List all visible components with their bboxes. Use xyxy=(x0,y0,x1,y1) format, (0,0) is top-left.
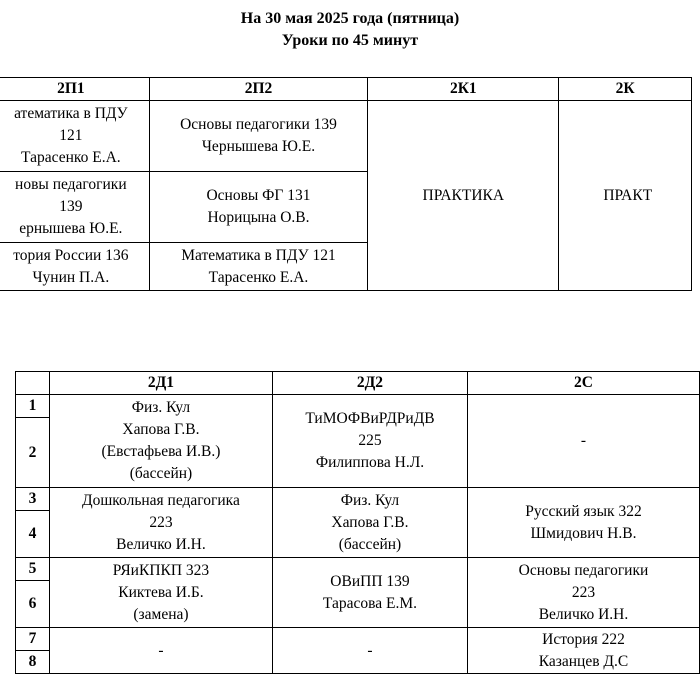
cell-2p1-lesson-1: атематика в ПДУ 121 Тарасенко Е.А. xyxy=(0,101,149,172)
col-header-number xyxy=(16,372,50,395)
cell-2k1-practice: ПРАКТИКА xyxy=(368,101,559,291)
cell-2d2-pair-1: ТиМОФВиРДРиДВ 225 Филиппова Н.Л. xyxy=(272,395,467,488)
lesson-number: 2 xyxy=(16,418,50,488)
schedule-table-top xyxy=(0,77,692,291)
schedule-table-bottom xyxy=(15,371,700,674)
col-header-2s: 2С xyxy=(467,372,699,395)
cell-2d2-pair-2: Физ. Кул Хапова Г.В. (бассейн) xyxy=(272,488,467,558)
cell-2s-pair-1: - xyxy=(467,395,699,488)
cell-2p2-lesson-3: Математика в ПДУ 121 Тарасенко Е.А. xyxy=(149,243,368,291)
col-header-2p1: 2П1 xyxy=(0,78,149,101)
cell-2d1-pair-3: РЯиКПКП 323 Киктева И.Б. (замена) xyxy=(49,558,272,628)
cell-2d2-pair-3: ОВиПП 139 Тарасова Е.М. xyxy=(272,558,467,628)
cell-2d1-pair-1: Физ. Кул Хапова Г.В. (Евстафьева И.В.) (бассейн) xyxy=(49,395,272,488)
cell-2d1-pair-4: - xyxy=(49,628,272,674)
cell-2p2-lesson-2: Основы ФГ 131 Норицына О.В. xyxy=(149,172,368,243)
col-header-2k2: 2К xyxy=(559,78,692,101)
cell-2p1-lesson-3: тория России 136 Чунин П.А. xyxy=(0,243,149,291)
cell-2s-pair-4: История 222 Казанцев Д.С xyxy=(467,628,699,674)
cell-2p2-lesson-1: Основы педагогики 139 Чернышева Ю.Е. xyxy=(149,101,368,172)
cell-2s-pair-3: Основы педагогики 223 Величко И.Н. xyxy=(467,558,699,628)
page-title: На 30 мая 2025 года (пятница) xyxy=(240,10,460,27)
col-header-2p2: 2П2 xyxy=(149,78,368,101)
cell-2d2-pair-4: - xyxy=(272,628,467,674)
lesson-number: 7 xyxy=(16,628,50,651)
lesson-number: 8 xyxy=(16,651,50,674)
cell-2p1-lesson-2: новы педагогики 139 ернышева Ю.Е. xyxy=(0,172,149,243)
lesson-number: 6 xyxy=(16,581,50,628)
lesson-number: 5 xyxy=(16,558,50,581)
lesson-number: 3 xyxy=(16,488,50,511)
col-header-2d1: 2Д1 xyxy=(49,372,272,395)
cell-2d1-pair-2: Дошкольная педагогика 223 Величко И.Н. xyxy=(49,488,272,558)
col-header-2d2: 2Д2 xyxy=(272,372,467,395)
cell-2k2-practice: ПРАКТ xyxy=(559,101,692,291)
cell-2s-pair-2: Русский язык 322 Шмидович Н.В. xyxy=(467,488,699,558)
lesson-number: 4 xyxy=(16,511,50,558)
page-subtitle: Уроки по 45 минут xyxy=(281,32,419,49)
col-header-2k1: 2К1 xyxy=(368,78,559,101)
lesson-number: 1 xyxy=(16,395,50,418)
